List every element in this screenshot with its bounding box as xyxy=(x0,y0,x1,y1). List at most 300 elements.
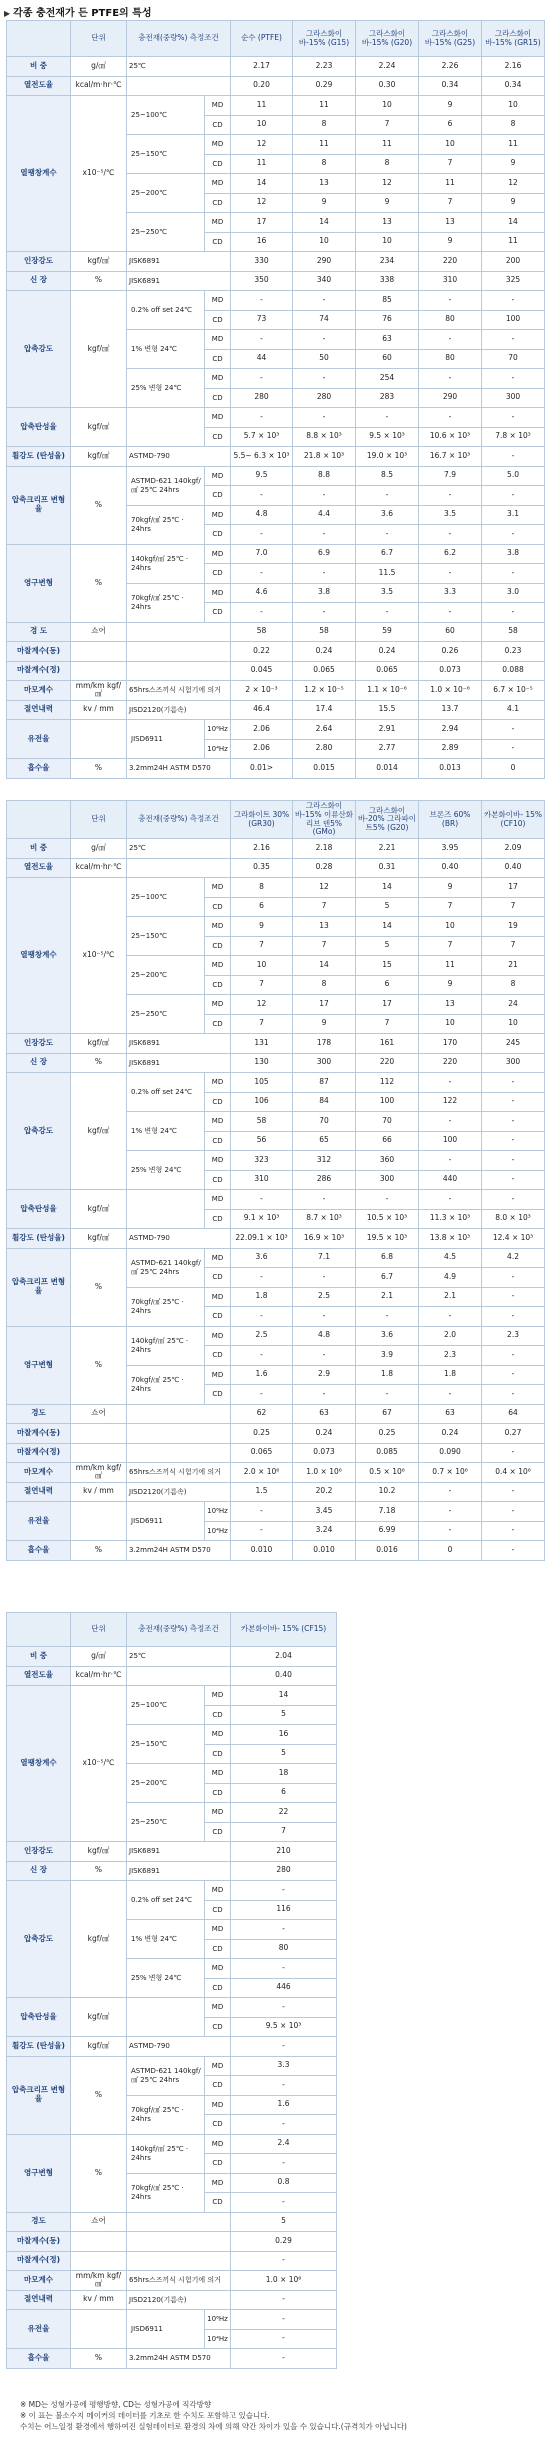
table-row xyxy=(7,1541,545,1561)
compressive-strength-value: 74 xyxy=(293,310,356,330)
compressive-strength-value: - xyxy=(482,369,545,389)
wear-factor-value: 0.5 × 10⁶ xyxy=(356,1463,419,1483)
compressive-strength-value: 66 xyxy=(356,1131,419,1151)
compressive-creep-value: 3.1 xyxy=(482,505,545,525)
thermal-expansion-value: 5 xyxy=(231,1744,337,1764)
wear-factor-value: 0.7 × 10⁶ xyxy=(419,1463,482,1483)
thermal-conductivity-value: 0.31 xyxy=(356,858,419,878)
table-row xyxy=(7,1073,545,1093)
permanent-set-value: 3.5 xyxy=(356,583,419,603)
thermal-expansion-value: 11 xyxy=(293,135,356,155)
compressive-creep-value: - xyxy=(293,1307,356,1327)
compressive-strength-value: 65 xyxy=(293,1131,356,1151)
compressive-modulus-value: 5.7 × 10³ xyxy=(231,427,293,447)
permanent-set-value: - xyxy=(482,564,545,584)
table-row xyxy=(7,96,545,116)
permanent-set-direction: MD xyxy=(205,2173,231,2193)
thermal-expansion-value: 16 xyxy=(231,1725,337,1745)
friction-static-value: 0.090 xyxy=(419,1443,482,1463)
thermal-expansion-value: 14 xyxy=(231,174,293,194)
compressive-strength-condition: 0.2% off set 24℃ xyxy=(127,1881,205,1920)
thermal-expansion-direction: CD xyxy=(205,1822,231,1842)
compressive-creep-value: 9.5 xyxy=(231,466,293,486)
thermal-expansion-label: 열팽창계수 xyxy=(7,1686,71,1842)
density-value: 2.17 xyxy=(231,57,293,77)
wear-factor-value: 6.7 × 10⁻⁵ xyxy=(482,681,545,701)
dielectric-breakdown-label: 절연내력 xyxy=(7,2290,71,2310)
thermal-expansion-value: 6 xyxy=(419,115,482,135)
wear-factor-unit: mm/km kgf/㎠ xyxy=(71,1463,127,1483)
compressive-modulus-direction: CD xyxy=(205,2017,231,2037)
compressive-strength-value: 70 xyxy=(356,1112,419,1132)
wear-factor-value: 0.4 × 10⁶ xyxy=(482,1463,545,1483)
tensile-strength-label: 인장강도 xyxy=(7,252,71,272)
tensile-strength-value: 234 xyxy=(356,252,419,272)
compressive-creep-value: - xyxy=(482,1268,545,1288)
compressive-creep-condition: 70kgf/㎠ 25℃ · 24hrs xyxy=(127,2095,205,2134)
dielectric-constant-value: - xyxy=(231,1521,293,1541)
thermal-expansion-value: 9 xyxy=(482,154,545,174)
compressive-strength-direction: MD xyxy=(205,1959,231,1979)
compressive-creep-value: 5.0 xyxy=(482,466,545,486)
permanent-set-value: 4.8 xyxy=(293,1326,356,1346)
compressive-strength-value: 105 xyxy=(231,1073,293,1093)
dielectric-frequency: 10⁴Hz xyxy=(205,739,231,759)
compressive-creep-condition: ASTMD-621 140kgf/㎠ 25℃ 24hrs xyxy=(127,2056,205,2095)
compressive-strength-value: 87 xyxy=(293,1073,356,1093)
hardness-value: 59 xyxy=(356,622,419,642)
thermal-expansion-direction: CD xyxy=(205,154,231,174)
thermal-expansion-value: 7 xyxy=(293,897,356,917)
dielectric-breakdown-label: 절연내력 xyxy=(7,1482,71,1502)
header-blank xyxy=(7,801,71,839)
water-absorption-unit: % xyxy=(71,2349,127,2369)
header-condition: 충전재(중량%) 측정조건 xyxy=(127,801,231,839)
compressive-creep-value: 3.6 xyxy=(356,505,419,525)
flexural-strength-unit: kgf/㎠ xyxy=(71,447,127,467)
table-row xyxy=(7,1248,545,1268)
permanent-set-unit: % xyxy=(71,1326,127,1404)
thermal-expansion-value: 10 xyxy=(419,917,482,937)
compressive-strength-direction: CD xyxy=(205,1092,231,1112)
compressive-strength-direction: MD xyxy=(205,1881,231,1901)
compressive-modulus-value: - xyxy=(356,408,419,428)
header-condition: 충전재(중량%) 측정조건 xyxy=(127,21,231,57)
water-absorption-condition: 3.2mm24H ASTM D570 xyxy=(127,1541,231,1561)
elongation-value: 220 xyxy=(419,1053,482,1073)
table-row xyxy=(7,2349,337,2369)
compressive-modulus-value: 9.5 × 10³ xyxy=(231,2017,337,2037)
compressive-creep-value: 6.8 xyxy=(356,1248,419,1268)
thermal-expansion-value: 14 xyxy=(293,213,356,233)
dielectric-breakdown-value: 17.4 xyxy=(293,700,356,720)
thermal-expansion-value: 7 xyxy=(356,115,419,135)
dielectric-breakdown-value: 10.2 xyxy=(356,1482,419,1502)
table-row xyxy=(7,1053,545,1073)
friction-dynamic-value: 0.27 xyxy=(482,1424,545,1444)
thermal-conductivity-unit: kcal/m·hr·℃ xyxy=(71,858,127,878)
permanent-set-value: - xyxy=(482,1365,545,1385)
compressive-strength-value: 70 xyxy=(293,1112,356,1132)
compressive-strength-value: 80 xyxy=(231,1939,337,1959)
table-row xyxy=(7,1686,337,1706)
thermal-expansion-direction: CD xyxy=(205,232,231,252)
compressive-strength-condition: 0.2% off set 24℃ xyxy=(127,1073,205,1112)
wear-factor-unit: mm/km kgf/㎠ xyxy=(71,681,127,701)
compressive-strength-condition: 0.2% off set 24℃ xyxy=(127,291,205,330)
wear-factor-value: 2 × 10⁻³ xyxy=(231,681,293,701)
water-absorption-label: 흡수율 xyxy=(7,1541,71,1561)
thermal-expansion-condition: 25~100℃ xyxy=(127,878,205,917)
compressive-creep-direction: CD xyxy=(205,1268,231,1288)
thermal-expansion-value: 22 xyxy=(231,1803,337,1823)
compressive-strength-label: 압축강도 xyxy=(7,1073,71,1190)
density-value: 2.21 xyxy=(356,839,419,859)
thermal-expansion-direction: MD xyxy=(205,174,231,194)
permanent-set-value: - xyxy=(356,1385,419,1405)
permanent-set-value: 2.4 xyxy=(231,2134,337,2154)
table-row xyxy=(7,1998,337,2018)
water-absorption-condition: 3.2mm24H ASTM D570 xyxy=(127,759,231,779)
compressive-creep-direction: CD xyxy=(205,2076,231,2096)
compressive-creep-value: 1.6 xyxy=(231,2095,337,2115)
compressive-creep-direction: MD xyxy=(205,505,231,525)
compressive-creep-value: 4.4 xyxy=(293,505,356,525)
thermal-expansion-value: 6 xyxy=(356,975,419,995)
permanent-set-value: - xyxy=(482,603,545,623)
permanent-set-value: 3.9 xyxy=(356,1346,419,1366)
permanent-set-direction: CD xyxy=(205,2154,231,2174)
compressive-strength-value: 58 xyxy=(231,1112,293,1132)
thermal-expansion-value: 7 xyxy=(231,975,293,995)
tensile-strength-condition: JISK6891 xyxy=(127,1034,231,1054)
dielectric-breakdown-value: 15.5 xyxy=(356,700,419,720)
dielectric-constant-value: 3.24 xyxy=(293,1521,356,1541)
table-row xyxy=(7,1326,545,1346)
thermal-expansion-value: 14 xyxy=(231,1686,337,1706)
thermal-expansion-value: 12 xyxy=(231,135,293,155)
compressive-modulus-label: 압축탄성율 xyxy=(7,1998,71,2037)
compressive-creep-condition: ASTMD-621 140kgf/㎠ 25℃ 24hrs xyxy=(127,1248,205,1287)
thermal-expansion-value: 8 xyxy=(231,878,293,898)
compressive-creep-value: 1.8 xyxy=(231,1287,293,1307)
flexural-strength-value: 5.5~ 6.3 × 10³ xyxy=(231,447,293,467)
thermal-expansion-value: 10 xyxy=(356,232,419,252)
compressive-creep-condition: ASTMD-621 140kgf/㎠ 25℃ 24hrs xyxy=(127,466,205,505)
table-row xyxy=(7,661,545,681)
header-blank xyxy=(7,21,71,57)
thermal-expansion-value: 10 xyxy=(482,1014,545,1034)
thermal-expansion-value: 8 xyxy=(293,975,356,995)
friction-dynamic-label: 마찰계수(동) xyxy=(7,1424,71,1444)
compressive-modulus-direction: MD xyxy=(205,1190,231,1210)
permanent-set-value: - xyxy=(231,603,293,623)
wear-factor-value: 1.0 × 10⁶ xyxy=(231,2271,337,2291)
thermal-expansion-value: 7 xyxy=(419,154,482,174)
hardness-value: 64 xyxy=(482,1404,545,1424)
thermal-expansion-value: 10 xyxy=(231,115,293,135)
table-row xyxy=(7,76,545,96)
thermal-expansion-value: 17 xyxy=(231,213,293,233)
permanent-set-value: 2.3 xyxy=(419,1346,482,1366)
compressive-strength-value: - xyxy=(419,330,482,350)
thermal-expansion-value: 15 xyxy=(356,956,419,976)
thermal-expansion-condition: 25~150℃ xyxy=(127,917,205,956)
thermal-expansion-direction: MD xyxy=(205,1803,231,1823)
thermal-expansion-value: 17 xyxy=(356,995,419,1015)
compressive-strength-value: - xyxy=(293,369,356,389)
thermal-expansion-value: 11 xyxy=(482,135,545,155)
thermal-expansion-value: 8 xyxy=(356,154,419,174)
thermal-expansion-value: 13 xyxy=(419,995,482,1015)
thermal-conductivity-value: 0.40 xyxy=(419,858,482,878)
thermal-expansion-value: 5 xyxy=(231,1705,337,1725)
table-row xyxy=(7,1190,545,1210)
compressive-strength-value: - xyxy=(482,1170,545,1190)
friction-static-condition xyxy=(127,2251,231,2271)
dielectric-constant-value: - xyxy=(231,1502,293,1522)
thermal-conductivity-condition xyxy=(127,1666,231,1686)
elongation-value: 338 xyxy=(356,271,419,291)
thermal-expansion-value: 13 xyxy=(293,917,356,937)
thermal-expansion-value: 7 xyxy=(419,193,482,213)
thermal-expansion-condition: 25~200℃ xyxy=(127,1764,205,1803)
header-grade: 그라스화이 바-15% (GR15) xyxy=(482,21,545,57)
hardness-value: 67 xyxy=(356,1404,419,1424)
elongation-value: 325 xyxy=(482,271,545,291)
compressive-strength-value: 50 xyxy=(293,349,356,369)
hardness-value: 5 xyxy=(231,2212,337,2232)
permanent-set-value: 3.0 xyxy=(482,583,545,603)
thermal-expansion-value: 14 xyxy=(356,917,419,937)
permanent-set-direction: CD xyxy=(205,564,231,584)
friction-dynamic-label: 마찰계수(동) xyxy=(7,2232,71,2252)
thermal-expansion-direction: MD xyxy=(205,995,231,1015)
elongation-condition: JISK6891 xyxy=(127,1053,231,1073)
thermal-expansion-value: 11 xyxy=(231,154,293,174)
dielectric-breakdown-unit: kv / mm xyxy=(71,700,127,720)
compressive-strength-direction: MD xyxy=(205,1151,231,1171)
permanent-set-value: - xyxy=(293,564,356,584)
compressive-modulus-value: 9.1 × 10³ xyxy=(231,1209,293,1229)
thermal-expansion-value: 14 xyxy=(356,878,419,898)
density-value: 2.04 xyxy=(231,1647,337,1667)
density-value: 2.23 xyxy=(293,57,356,77)
compressive-strength-value: 76 xyxy=(356,310,419,330)
table-row xyxy=(7,642,545,662)
compressive-modulus-unit: kgf/㎠ xyxy=(71,1190,127,1229)
compressive-strength-value: 80 xyxy=(419,349,482,369)
dielectric-constant-value: 2.06 xyxy=(231,720,293,740)
friction-dynamic-unit xyxy=(71,2232,127,2252)
thermal-conductivity-condition xyxy=(127,76,231,96)
table-row xyxy=(7,720,545,740)
compressive-strength-value: 85 xyxy=(356,291,419,311)
friction-dynamic-condition xyxy=(127,1424,231,1444)
dielectric-constant-value: - xyxy=(482,1502,545,1522)
tensile-strength-value: 220 xyxy=(419,252,482,272)
table-row xyxy=(7,466,545,486)
water-absorption-value: 0 xyxy=(482,759,545,779)
tensile-strength-unit: kgf/㎠ xyxy=(71,1842,127,1862)
dielectric-breakdown-condition: JISD2120(기름속) xyxy=(127,2290,231,2310)
thermal-expansion-value: 19 xyxy=(482,917,545,937)
tensile-strength-unit: kgf/㎠ xyxy=(71,1034,127,1054)
elongation-condition: JISK6891 xyxy=(127,1861,231,1881)
hardness-condition xyxy=(127,2212,231,2232)
flexural-strength-condition: ASTMD-790 xyxy=(127,447,231,467)
compressive-creep-value: 3.5 xyxy=(419,505,482,525)
permanent-set-value: 2.9 xyxy=(293,1365,356,1385)
table-row xyxy=(7,878,545,898)
friction-static-label: 마찰계수(정) xyxy=(7,1443,71,1463)
dielectric-constant-value: 6.99 xyxy=(356,1521,419,1541)
compressive-creep-value: - xyxy=(482,525,545,545)
tensile-strength-value: 131 xyxy=(231,1034,293,1054)
dielectric-constant-value: - xyxy=(482,739,545,759)
table-row xyxy=(7,2037,337,2057)
water-absorption-value: 0 xyxy=(419,1541,482,1561)
thermal-expansion-value: 9 xyxy=(293,1014,356,1034)
dielectric-constant-value: - xyxy=(231,2310,337,2330)
compressive-modulus-value: - xyxy=(293,408,356,428)
compressive-modulus-value: 11.3 × 10³ xyxy=(419,1209,482,1229)
thermal-conductivity-value: 0.40 xyxy=(231,1666,337,1686)
permanent-set-value: 11.5 xyxy=(356,564,419,584)
permanent-set-value: - xyxy=(482,1346,545,1366)
header-blank xyxy=(7,1613,71,1647)
compressive-strength-value: 44 xyxy=(231,349,293,369)
thermal-expansion-condition: 25~150℃ xyxy=(127,1725,205,1764)
thermal-expansion-value: 7 xyxy=(482,897,545,917)
friction-dynamic-label: 마찰계수(동) xyxy=(7,642,71,662)
header-grade: 카본화이바- 15% (CF10) xyxy=(482,801,545,839)
permanent-set-direction: MD xyxy=(205,1326,231,1346)
density-value: 2.26 xyxy=(419,57,482,77)
title-bullet-icon: ▶ xyxy=(4,9,11,18)
permanent-set-label: 영구변형 xyxy=(7,1326,71,1404)
tensile-strength-label: 인장강도 xyxy=(7,1034,71,1054)
thermal-expansion-value: 11 xyxy=(231,96,293,116)
density-label: 비 중 xyxy=(7,1647,71,1667)
friction-static-value: - xyxy=(231,2251,337,2271)
compressive-creep-value: - xyxy=(293,525,356,545)
thermal-expansion-direction: MD xyxy=(205,135,231,155)
compressive-modulus-label: 압축탄성율 xyxy=(7,408,71,447)
thermal-expansion-direction: CD xyxy=(205,975,231,995)
elongation-label: 신 장 xyxy=(7,271,71,291)
thermal-expansion-value: 11 xyxy=(419,956,482,976)
thermal-expansion-condition: 25~200℃ xyxy=(127,956,205,995)
permanent-set-value: - xyxy=(231,564,293,584)
compressive-creep-value: - xyxy=(356,486,419,506)
thermal-expansion-direction: CD xyxy=(205,115,231,135)
dielectric-breakdown-value: 4.1 xyxy=(482,700,545,720)
density-condition: 25℃ xyxy=(127,57,231,77)
compressive-strength-value: 70 xyxy=(482,349,545,369)
table-row xyxy=(7,681,545,701)
header-grade: 그라화이트 30% (GR30) xyxy=(231,801,293,839)
water-absorption-value: 0.01> xyxy=(231,759,293,779)
thermal-expansion-direction: MD xyxy=(205,1725,231,1745)
flexural-strength-value: 16.7 × 10³ xyxy=(419,447,482,467)
thermal-conductivity-condition xyxy=(127,858,231,878)
table-row xyxy=(7,544,545,564)
compressive-creep-value: - xyxy=(482,1307,545,1327)
thermal-expansion-value: 12 xyxy=(231,995,293,1015)
table-row xyxy=(7,2134,337,2154)
compressive-strength-direction: MD xyxy=(205,291,231,311)
thermal-expansion-value: 7 xyxy=(482,936,545,956)
compressive-creep-label: 압축크리프 변형율 xyxy=(7,2056,71,2134)
compressive-modulus-value: - xyxy=(419,408,482,428)
thermal-expansion-value: 9 xyxy=(419,878,482,898)
friction-static-value: 0.088 xyxy=(482,661,545,681)
thermal-conductivity-value: 0.28 xyxy=(293,858,356,878)
table-row xyxy=(7,291,545,311)
tensile-strength-value: 200 xyxy=(482,252,545,272)
dielectric-breakdown-unit: kv / mm xyxy=(71,2290,127,2310)
compressive-creep-value: 6.7 xyxy=(356,1268,419,1288)
wear-factor-value: 1.1 × 10⁻⁶ xyxy=(356,681,419,701)
water-absorption-value: 0.016 xyxy=(356,1541,419,1561)
header-unit: 단위 xyxy=(71,801,127,839)
header-grade: 그라스화이 바-15% (G25) xyxy=(419,21,482,57)
thermal-expansion-value: 7 xyxy=(231,936,293,956)
dielectric-frequency: 10⁶Hz xyxy=(205,2310,231,2330)
compressive-strength-value: - xyxy=(482,1073,545,1093)
dielectric-frequency: 10⁴Hz xyxy=(205,2329,231,2349)
hardness-condition xyxy=(127,622,231,642)
compressive-creep-direction: MD xyxy=(205,2056,231,2076)
water-absorption-label: 흡수율 xyxy=(7,759,71,779)
dielectric-constant-condition: JISD6911 xyxy=(127,2310,205,2349)
header-unit: 단위 xyxy=(71,21,127,57)
compressive-strength-value: 323 xyxy=(231,1151,293,1171)
permanent-set-value: - xyxy=(231,1385,293,1405)
thermal-expansion-direction: CD xyxy=(205,193,231,213)
compressive-strength-value: - xyxy=(482,291,545,311)
compressive-creep-value: - xyxy=(231,2076,337,2096)
flexural-strength-value: 16.9 × 10³ xyxy=(293,1229,356,1249)
permanent-set-value: 6.9 xyxy=(293,544,356,564)
compressive-strength-value: 106 xyxy=(231,1092,293,1112)
compressive-modulus-value: - xyxy=(482,1190,545,1210)
compressive-strength-direction: CD xyxy=(205,349,231,369)
water-absorption-value: 0.010 xyxy=(293,1541,356,1561)
dielectric-constant-unit xyxy=(71,1502,127,1541)
compressive-creep-value: 8.8 xyxy=(293,466,356,486)
compressive-modulus-condition xyxy=(127,408,205,447)
permanent-set-label: 영구변형 xyxy=(7,2134,71,2212)
table-row xyxy=(7,801,545,839)
friction-dynamic-value: 0.25 xyxy=(356,1424,419,1444)
permanent-set-value: 1.8 xyxy=(419,1365,482,1385)
water-absorption-value: - xyxy=(231,2349,337,2369)
thermal-expansion-value: 7 xyxy=(231,1014,293,1034)
thermal-expansion-value: 9 xyxy=(482,193,545,213)
permanent-set-value: - xyxy=(231,2154,337,2174)
wear-factor-label: 마모계수 xyxy=(7,1463,71,1483)
elongation-value: 300 xyxy=(482,1053,545,1073)
table-row xyxy=(7,1861,337,1881)
density-unit: g/㎤ xyxy=(71,839,127,859)
flexural-strength-value: 22.09.1 × 10³ xyxy=(231,1229,293,1249)
compressive-creep-value: - xyxy=(231,2115,337,2135)
compressive-strength-value: - xyxy=(482,1112,545,1132)
compressive-strength-value: - xyxy=(482,1092,545,1112)
table-row xyxy=(7,1463,545,1483)
